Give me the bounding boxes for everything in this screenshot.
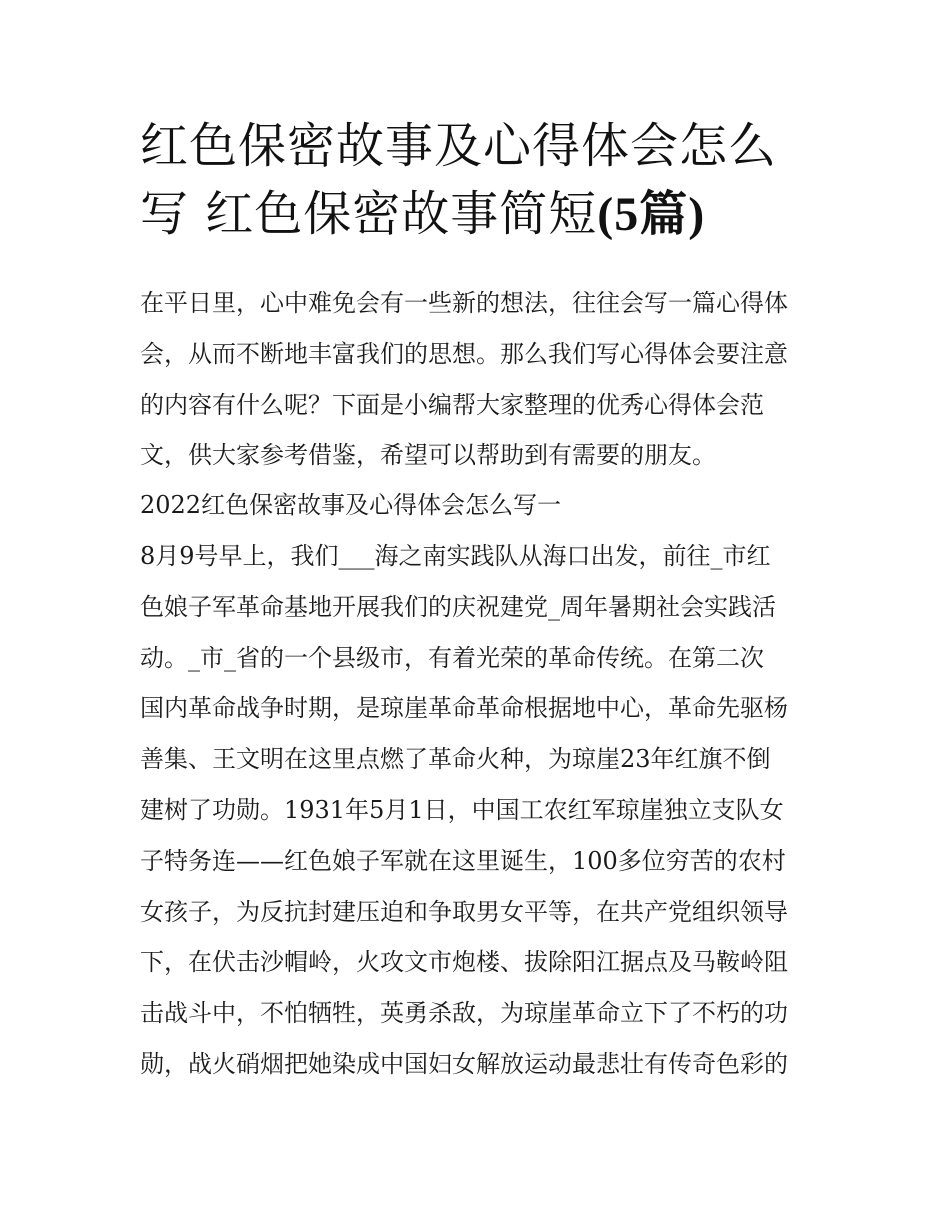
story-paragraph [140, 531, 820, 1090]
intro-paragraph [140, 278, 820, 481]
story-line: 善集、王文明在这里点燃了革命火种，为琼崖23年红旗不倒 [140, 745, 771, 774]
story-line: 下，在伏击沙帽岭，火攻文市炮楼、拔除阳江据点及马鞍岭阻 [140, 948, 788, 977]
story-line: 女孩子，为反抗封建压迫和争取男女平等，在共产党组织领导 [140, 897, 788, 926]
story-line: 8月9号早上，我们___海之南实践队从海口出发，前往_市红 [140, 542, 771, 570]
story-line: 色娘子军革命基地开展我们的庆祝建党_周年暑期社会实践活 [140, 592, 776, 621]
section-heading [140, 480, 820, 531]
story-line: 子特务连——红色娘子军就在这里诞生，100多位穷苦的农村 [140, 846, 786, 875]
title-line-2-count: (5篇) [597, 188, 706, 241]
story-line: 勋，战火硝烟把她染成中国妇女解放运动最悲壮有传奇色彩的 [140, 1049, 788, 1078]
story-line: 建树了功勋。1931年5月1日，中国工农红军琼崖独立支队女 [140, 795, 784, 824]
intro-line: 在平日里，心中难免会有一些新的想法，往往会写一篇心得体 [140, 289, 788, 317]
intro-line: 文，供大家参考借鉴，希望可以帮助到有需要的朋友。 [140, 441, 716, 470]
document-title [140, 112, 820, 249]
story-line: 击战斗中，不怕牺牲，英勇杀敌，为琼崖革命立下了不朽的功 [140, 999, 788, 1028]
title-line-1 [140, 112, 820, 180]
title-line-2-text: 写 红色保密故事简短 [140, 186, 598, 242]
title-line-1-text: 红色保密故事及心得体会怎么 [140, 118, 778, 174]
intro-line: 的内容有什么呢？下面是小编帮大家整理的优秀心得体会范 [140, 390, 764, 419]
story-line: 动。_市_省的一个县级市，有着光荣的革命传统。在第二次 [140, 643, 764, 672]
story-line: 国内革命战争时期，是琼崖革命革命根据地中心，革命先驱杨 [140, 694, 788, 723]
intro-line: 会，从而不断地丰富我们的思想。那么我们写心得体会要注意 [140, 339, 788, 368]
title-line-2 [140, 180, 820, 249]
section-heading-text: 2022红色保密故事及心得体会怎么写一 [140, 491, 562, 519]
